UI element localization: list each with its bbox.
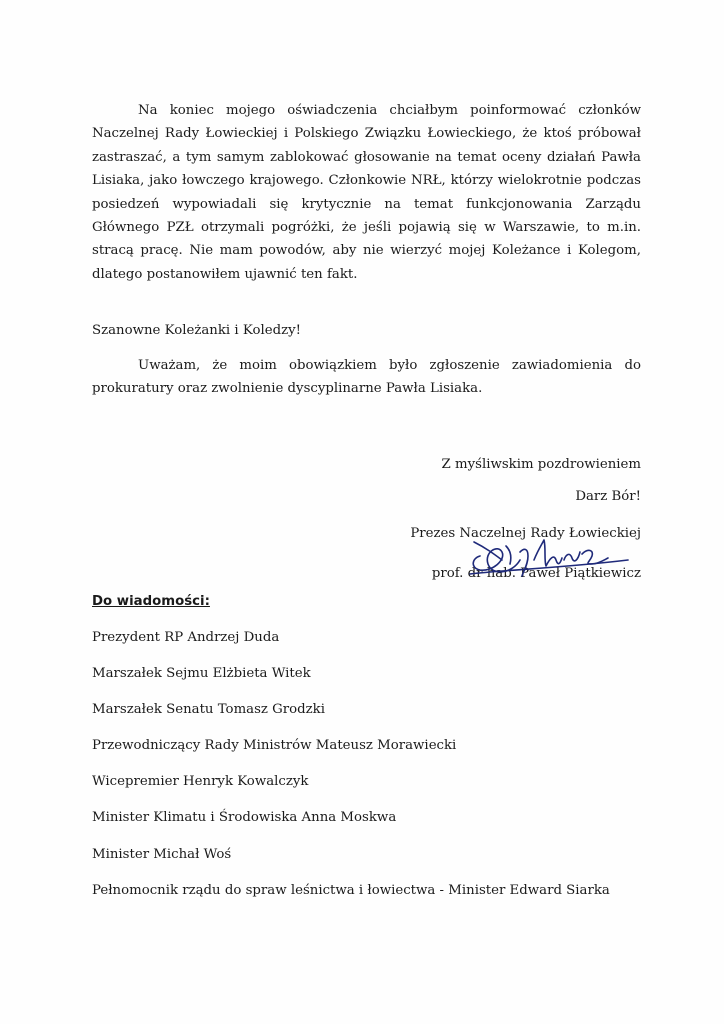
- cc-recipient: Marszałek Senatu Tomasz Grodzki: [92, 702, 325, 718]
- signer-name: prof. dr hab. Paweł Piątkiewicz: [431, 566, 641, 581]
- cc-recipient: Przewodniczący Rady Ministrów Mateusz Morawiecki: [92, 738, 457, 754]
- greeting-line: Darz Bór!: [575, 489, 641, 504]
- cc-recipient: Pełnomocnik rządu do spraw leśnictwa i łowiectwa - Minister Edward Siarka: [92, 882, 610, 898]
- cc-recipient: Prezydent RP Andrzej Duda: [92, 630, 280, 645]
- cc-recipient: Minister Michał Woś: [92, 846, 232, 862]
- salutation: Szanowne Koleżanki i Koledzy!: [92, 323, 301, 338]
- cc-recipient: Minister Klimatu i Środowiska Anna Moskwa: [92, 810, 397, 826]
- paragraph-duty: Uważam, że moim obowiązkiem było zgłoszenie zawiadomienia do prokuratury oraz zwolnienie dyscyplinarne Pawła Lisiaka.: [92, 358, 641, 397]
- signer-role: Prezes Naczelnej Rady Łowieckiej: [410, 526, 641, 541]
- cc-recipient: Marszałek Sejmu Elżbieta Witek: [92, 666, 311, 682]
- paragraph-statement: Na koniec mojego oświadczenia chciałbym poinformować członków Naczelnej Rady Łowieckiej i Polskiego Związku Łowieckiego, że ktoś próbował zastraszać, a tym samym zablokować głosowanie na temat oceny działań Pawła Lisiaka, jako łowczego krajowego. Członkowie NRŁ, którzy wielokrotnie podczas posiedzeń wypowiadali się krytycznie na temat funkcjonowania Zarządu Głównego PZŁ otrzymali pogróżki, że jeśli pojawią się w Warszawie, to m.in. stracą pracę. Nie mam powodów, aby nie wierzyć mojej Koleżance i Kolegom, dlatego postanowiłem ujawnić ten fakt.: [92, 103, 641, 282]
- cc-heading: Do wiadomości:: [92, 594, 210, 609]
- cc-recipient-list: [92, 628, 610, 917]
- closing-line: Z myśliwskim pozdrowieniem: [441, 457, 641, 472]
- cc-recipient: Wicepremier Henryk Kowalczyk: [92, 774, 309, 790]
